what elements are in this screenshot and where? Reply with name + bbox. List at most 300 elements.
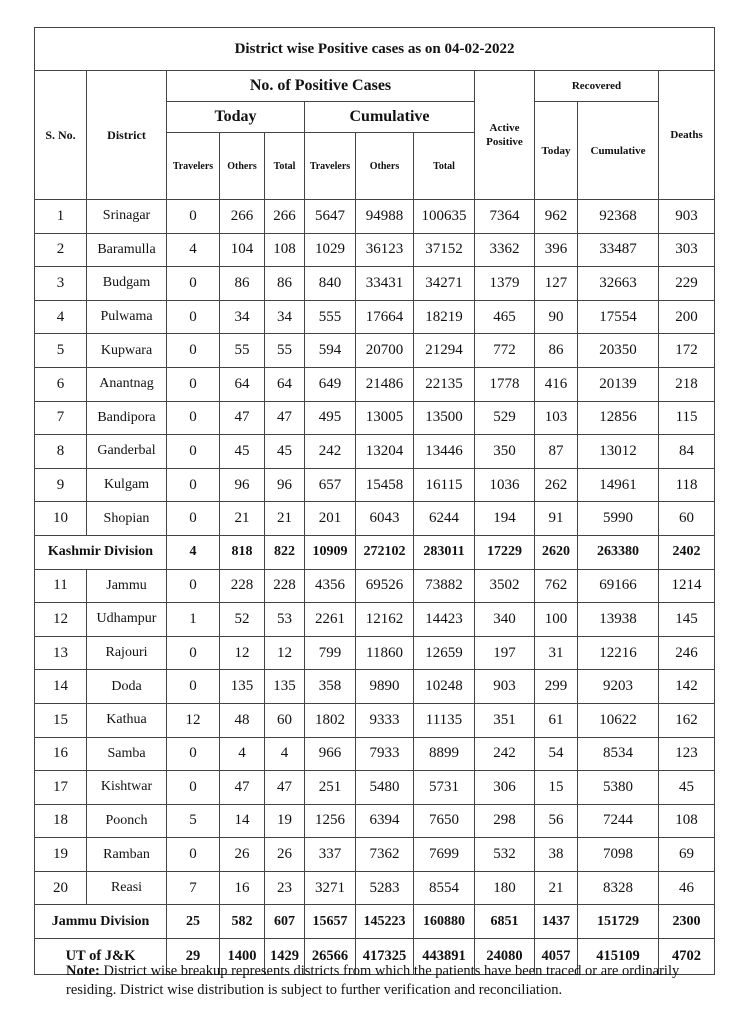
table-cell: 13012 [578, 435, 659, 469]
table-cell: 4702 [659, 939, 715, 975]
header-today-others: Others [220, 133, 265, 200]
table-cell: 0 [167, 334, 220, 368]
table-cell: 15 [535, 771, 578, 805]
district-name-cell: Ramban [87, 838, 167, 872]
table-cell: 56 [535, 804, 578, 838]
table-cell: 3271 [305, 871, 356, 905]
table-cell: 1429 [265, 939, 305, 975]
table-cell: 17554 [578, 300, 659, 334]
header-recovered-cumulative: Cumulative [578, 102, 659, 200]
table-cell: 4 [220, 737, 265, 771]
table-cell: 15657 [305, 905, 356, 939]
table-cell: 351 [475, 703, 535, 737]
district-name-cell: Kupwara [87, 334, 167, 368]
table-cell: 840 [305, 267, 356, 301]
table-cell: 21294 [414, 334, 475, 368]
table-cell: 7699 [414, 838, 475, 872]
table-cell: 246 [659, 636, 715, 670]
table-row [35, 636, 715, 670]
table-cell: 21 [220, 502, 265, 536]
table-cell: 86 [535, 334, 578, 368]
table-row [35, 334, 715, 368]
header-district: District [87, 71, 167, 200]
total-label: Jammu Division [35, 905, 167, 939]
table-cell: 495 [305, 401, 356, 435]
table-cell: 26 [220, 838, 265, 872]
table-cell: 103 [535, 401, 578, 435]
district-name-cell: Reasi [87, 871, 167, 905]
header-sno: S. No. [35, 71, 87, 200]
table-cell: 11135 [414, 703, 475, 737]
table-cell: 36123 [356, 233, 414, 267]
table-cell: 0 [167, 267, 220, 301]
total-label: UT of J&K [35, 939, 167, 975]
table-row [35, 569, 715, 603]
table-cell: 272102 [356, 535, 414, 569]
table-cell: 5647 [305, 200, 356, 234]
table-cell: 6851 [475, 905, 535, 939]
table-cell: 73882 [414, 569, 475, 603]
table-cell: 20700 [356, 334, 414, 368]
table-cell: 0 [167, 200, 220, 234]
table-cell: 23 [265, 871, 305, 905]
district-name-cell: Udhampur [87, 603, 167, 637]
table-cell: 84 [659, 435, 715, 469]
table-cell: 7650 [414, 804, 475, 838]
table-cell: 26 [265, 838, 305, 872]
table-row [35, 838, 715, 872]
table-cell: 0 [167, 569, 220, 603]
table-cell: 34 [220, 300, 265, 334]
table-cell: 100 [535, 603, 578, 637]
table-cell: 53 [265, 603, 305, 637]
table-cell: 25 [167, 905, 220, 939]
table-cell: 118 [659, 468, 715, 502]
serial-number-cell: 6 [35, 367, 87, 401]
table-cell: 34271 [414, 267, 475, 301]
serial-number-cell: 17 [35, 771, 87, 805]
table-cell: 306 [475, 771, 535, 805]
table-cell: 416 [535, 367, 578, 401]
table-cell: 180 [475, 871, 535, 905]
serial-number-cell: 19 [35, 838, 87, 872]
note-text: District wise breakup represents districts from which the patients have been traced or are ordinarily residing. District wise distribution is subject to further verification and reconciliation. [66, 963, 680, 998]
table-cell: 34 [265, 300, 305, 334]
table-cell: 13204 [356, 435, 414, 469]
table-cell: 20139 [578, 367, 659, 401]
table-cell: 1 [167, 603, 220, 637]
table-cell: 0 [167, 401, 220, 435]
table-cell: 94988 [356, 200, 414, 234]
table-cell: 9333 [356, 703, 414, 737]
table-cell: 649 [305, 367, 356, 401]
table-cell: 4 [167, 535, 220, 569]
table-cell: 5731 [414, 771, 475, 805]
table-cell: 47 [220, 401, 265, 435]
serial-number-cell: 3 [35, 267, 87, 301]
table-cell: 12659 [414, 636, 475, 670]
table-cell: 19 [265, 804, 305, 838]
table-cell: 48 [220, 703, 265, 737]
serial-number-cell: 2 [35, 233, 87, 267]
table-row [35, 300, 715, 334]
table-cell: 4356 [305, 569, 356, 603]
table-cell: 21 [265, 502, 305, 536]
table-cell: 242 [475, 737, 535, 771]
table-cell: 5380 [578, 771, 659, 805]
district-name-cell: Ganderbal [87, 435, 167, 469]
table-cell: 340 [475, 603, 535, 637]
table-cell: 1036 [475, 468, 535, 502]
table-cell: 1256 [305, 804, 356, 838]
jammu-district-rows [35, 569, 715, 905]
table-cell: 115 [659, 401, 715, 435]
table-cell: 108 [659, 804, 715, 838]
table-cell: 5283 [356, 871, 414, 905]
table-cell: 12216 [578, 636, 659, 670]
district-name-cell: Samba [87, 737, 167, 771]
table-cell: 54 [535, 737, 578, 771]
table-row [35, 468, 715, 502]
table-cell: 229 [659, 267, 715, 301]
jammu-division-total-row [35, 905, 715, 939]
table-cell: 8554 [414, 871, 475, 905]
table-cell: 903 [659, 200, 715, 234]
table-cell: 47 [265, 771, 305, 805]
table-cell: 0 [167, 300, 220, 334]
district-name-cell: Jammu [87, 569, 167, 603]
table-cell: 4 [167, 233, 220, 267]
table-cell: 55 [265, 334, 305, 368]
table-cell: 594 [305, 334, 356, 368]
table-cell: 145 [659, 603, 715, 637]
table-row [35, 367, 715, 401]
table-cell: 0 [167, 502, 220, 536]
table-cell: 1400 [220, 939, 265, 975]
table-cell: 160880 [414, 905, 475, 939]
table-cell: 228 [265, 569, 305, 603]
table-cell: 45 [265, 435, 305, 469]
serial-number-cell: 15 [35, 703, 87, 737]
table-cell: 266 [265, 200, 305, 234]
header-recovered: Recovered [535, 71, 659, 102]
serial-number-cell: 12 [35, 603, 87, 637]
table-cell: 6394 [356, 804, 414, 838]
district-name-cell: Kishtwar [87, 771, 167, 805]
header-today-travelers: Travelers [167, 133, 220, 200]
table-cell: 10909 [305, 535, 356, 569]
table-cell: 21 [535, 871, 578, 905]
table-cell: 8328 [578, 871, 659, 905]
table-row [35, 200, 715, 234]
table-cell: 465 [475, 300, 535, 334]
district-name-cell: Kathua [87, 703, 167, 737]
table-cell: 37152 [414, 233, 475, 267]
table-cell: 7 [167, 871, 220, 905]
note-label: Note: [66, 963, 100, 979]
table-cell: 417325 [356, 939, 414, 975]
table-cell: 200 [659, 300, 715, 334]
district-name-cell: Kulgam [87, 468, 167, 502]
table-cell: 18219 [414, 300, 475, 334]
table-cell: 607 [265, 905, 305, 939]
table-cell: 14423 [414, 603, 475, 637]
table-cell: 298 [475, 804, 535, 838]
table-cell: 4057 [535, 939, 578, 975]
table-cell: 337 [305, 838, 356, 872]
table-cell: 151729 [578, 905, 659, 939]
table-cell: 529 [475, 401, 535, 435]
table-cell: 69 [659, 838, 715, 872]
table-cell: 92368 [578, 200, 659, 234]
table-cell: 86 [265, 267, 305, 301]
table-cell: 0 [167, 838, 220, 872]
table-cell: 2620 [535, 535, 578, 569]
table-cell: 60 [265, 703, 305, 737]
table-cell: 31 [535, 636, 578, 670]
table-cell: 228 [220, 569, 265, 603]
footnote [66, 962, 714, 1000]
table-cell: 24080 [475, 939, 535, 975]
table-cell: 396 [535, 233, 578, 267]
table-cell: 45 [220, 435, 265, 469]
table-cell: 962 [535, 200, 578, 234]
table-cell: 69526 [356, 569, 414, 603]
table-cell: 251 [305, 771, 356, 805]
serial-number-cell: 13 [35, 636, 87, 670]
header-active-positive: Active Positive [475, 71, 535, 200]
table-cell: 69166 [578, 569, 659, 603]
table-cell: 145223 [356, 905, 414, 939]
table-cell: 123 [659, 737, 715, 771]
table-cell: 358 [305, 670, 356, 704]
table-cell: 96 [220, 468, 265, 502]
table-cell: 966 [305, 737, 356, 771]
table-cell: 262 [535, 468, 578, 502]
table-cell: 14961 [578, 468, 659, 502]
table-row [35, 670, 715, 704]
table-cell: 33431 [356, 267, 414, 301]
table-cell: 818 [220, 535, 265, 569]
table-cell: 61 [535, 703, 578, 737]
table-cell: 10622 [578, 703, 659, 737]
table-cell: 45 [659, 771, 715, 805]
header-deaths: Deaths [659, 71, 715, 200]
cases-table [34, 27, 715, 975]
serial-number-cell: 1 [35, 200, 87, 234]
table-cell: 12 [167, 703, 220, 737]
table-cell: 5 [167, 804, 220, 838]
table-cell: 7933 [356, 737, 414, 771]
table-cell: 52 [220, 603, 265, 637]
district-name-cell: Rajouri [87, 636, 167, 670]
table-cell: 86 [220, 267, 265, 301]
table-cell: 415109 [578, 939, 659, 975]
table-cell: 201 [305, 502, 356, 536]
table-row [35, 804, 715, 838]
table-cell: 0 [167, 771, 220, 805]
table-row [35, 603, 715, 637]
table-cell: 17229 [475, 535, 535, 569]
table-cell: 3362 [475, 233, 535, 267]
table-cell: 55 [220, 334, 265, 368]
table-cell: 0 [167, 435, 220, 469]
serial-number-cell: 10 [35, 502, 87, 536]
serial-number-cell: 5 [35, 334, 87, 368]
header-positive-cases: No. of Positive Cases [167, 71, 475, 102]
district-name-cell: Bandipora [87, 401, 167, 435]
table-cell: 2300 [659, 905, 715, 939]
serial-number-cell: 14 [35, 670, 87, 704]
table-cell: 532 [475, 838, 535, 872]
table-cell: 12162 [356, 603, 414, 637]
serial-number-cell: 8 [35, 435, 87, 469]
table-cell: 47 [265, 401, 305, 435]
table-cell: 194 [475, 502, 535, 536]
header-cum-total: Total [414, 133, 475, 200]
table-cell: 1214 [659, 569, 715, 603]
table-cell: 3502 [475, 569, 535, 603]
table-cell: 87 [535, 435, 578, 469]
table-cell: 657 [305, 468, 356, 502]
table-cell: 762 [535, 569, 578, 603]
table-row [35, 267, 715, 301]
table-cell: 5480 [356, 771, 414, 805]
table-cell: 2402 [659, 535, 715, 569]
table-cell: 90 [535, 300, 578, 334]
table-cell: 0 [167, 737, 220, 771]
table-cell: 20350 [578, 334, 659, 368]
serial-number-cell: 20 [35, 871, 87, 905]
table-title: District wise Positive cases as on 04-02-2022 [35, 28, 715, 71]
table-cell: 1379 [475, 267, 535, 301]
table-cell: 16 [220, 871, 265, 905]
district-name-cell: Poonch [87, 804, 167, 838]
district-name-cell: Baramulla [87, 233, 167, 267]
table-row [35, 871, 715, 905]
table-cell: 26566 [305, 939, 356, 975]
table-cell: 47 [220, 771, 265, 805]
table-cell: 15458 [356, 468, 414, 502]
table-cell: 21486 [356, 367, 414, 401]
table-cell: 6043 [356, 502, 414, 536]
table-cell: 32663 [578, 267, 659, 301]
table-cell: 13500 [414, 401, 475, 435]
table-cell: 218 [659, 367, 715, 401]
serial-number-cell: 4 [35, 300, 87, 334]
table-cell: 7362 [356, 838, 414, 872]
table-row [35, 233, 715, 267]
header-cum-others: Others [356, 133, 414, 200]
district-name-cell: Pulwama [87, 300, 167, 334]
table-cell: 12 [220, 636, 265, 670]
table-cell: 17664 [356, 300, 414, 334]
table-cell: 64 [265, 367, 305, 401]
table-cell: 1778 [475, 367, 535, 401]
table-cell: 7364 [475, 200, 535, 234]
header-today: Today [167, 102, 305, 133]
table-cell: 1437 [535, 905, 578, 939]
table-cell: 7098 [578, 838, 659, 872]
serial-number-cell: 11 [35, 569, 87, 603]
district-name-cell: Srinagar [87, 200, 167, 234]
table-cell: 29 [167, 939, 220, 975]
table-cell: 91 [535, 502, 578, 536]
table-cell: 5990 [578, 502, 659, 536]
table-row [35, 737, 715, 771]
table-cell: 13446 [414, 435, 475, 469]
table-cell: 16115 [414, 468, 475, 502]
total-label: Kashmir Division [35, 535, 167, 569]
table-cell: 10248 [414, 670, 475, 704]
table-cell: 555 [305, 300, 356, 334]
header-recovered-today: Today [535, 102, 578, 200]
table-cell: 14 [220, 804, 265, 838]
serial-number-cell: 7 [35, 401, 87, 435]
table-cell: 2261 [305, 603, 356, 637]
table-cell: 299 [535, 670, 578, 704]
table-cell: 9203 [578, 670, 659, 704]
table-cell: 162 [659, 703, 715, 737]
table-cell: 283011 [414, 535, 475, 569]
table-cell: 799 [305, 636, 356, 670]
table-cell: 172 [659, 334, 715, 368]
serial-number-cell: 9 [35, 468, 87, 502]
table-cell: 11860 [356, 636, 414, 670]
table-cell: 100635 [414, 200, 475, 234]
table-row [35, 703, 715, 737]
table-cell: 13005 [356, 401, 414, 435]
header-cumulative: Cumulative [305, 102, 475, 133]
table-cell: 46 [659, 871, 715, 905]
table-cell: 350 [475, 435, 535, 469]
table-cell: 104 [220, 233, 265, 267]
table-cell: 903 [475, 670, 535, 704]
table-cell: 4 [265, 737, 305, 771]
table-cell: 0 [167, 670, 220, 704]
table-cell: 38 [535, 838, 578, 872]
table-cell: 8534 [578, 737, 659, 771]
table-cell: 142 [659, 670, 715, 704]
table-cell: 12 [265, 636, 305, 670]
district-name-cell: Anantnag [87, 367, 167, 401]
table-cell: 1029 [305, 233, 356, 267]
serial-number-cell: 18 [35, 804, 87, 838]
table-cell: 263380 [578, 535, 659, 569]
table-cell: 8899 [414, 737, 475, 771]
table-cell: 13938 [578, 603, 659, 637]
kashmir-division-total-row [35, 535, 715, 569]
table-cell: 197 [475, 636, 535, 670]
table-cell: 582 [220, 905, 265, 939]
table-row [35, 502, 715, 536]
table-row [35, 401, 715, 435]
table-cell: 0 [167, 636, 220, 670]
table-cell: 64 [220, 367, 265, 401]
table-cell: 1802 [305, 703, 356, 737]
table-cell: 60 [659, 502, 715, 536]
table-cell: 7244 [578, 804, 659, 838]
serial-number-cell: 16 [35, 737, 87, 771]
table-cell: 12856 [578, 401, 659, 435]
table-cell: 443891 [414, 939, 475, 975]
table-cell: 9890 [356, 670, 414, 704]
district-name-cell: Doda [87, 670, 167, 704]
table-cell: 0 [167, 367, 220, 401]
table-cell: 96 [265, 468, 305, 502]
district-name-cell: Budgam [87, 267, 167, 301]
table-cell: 822 [265, 535, 305, 569]
